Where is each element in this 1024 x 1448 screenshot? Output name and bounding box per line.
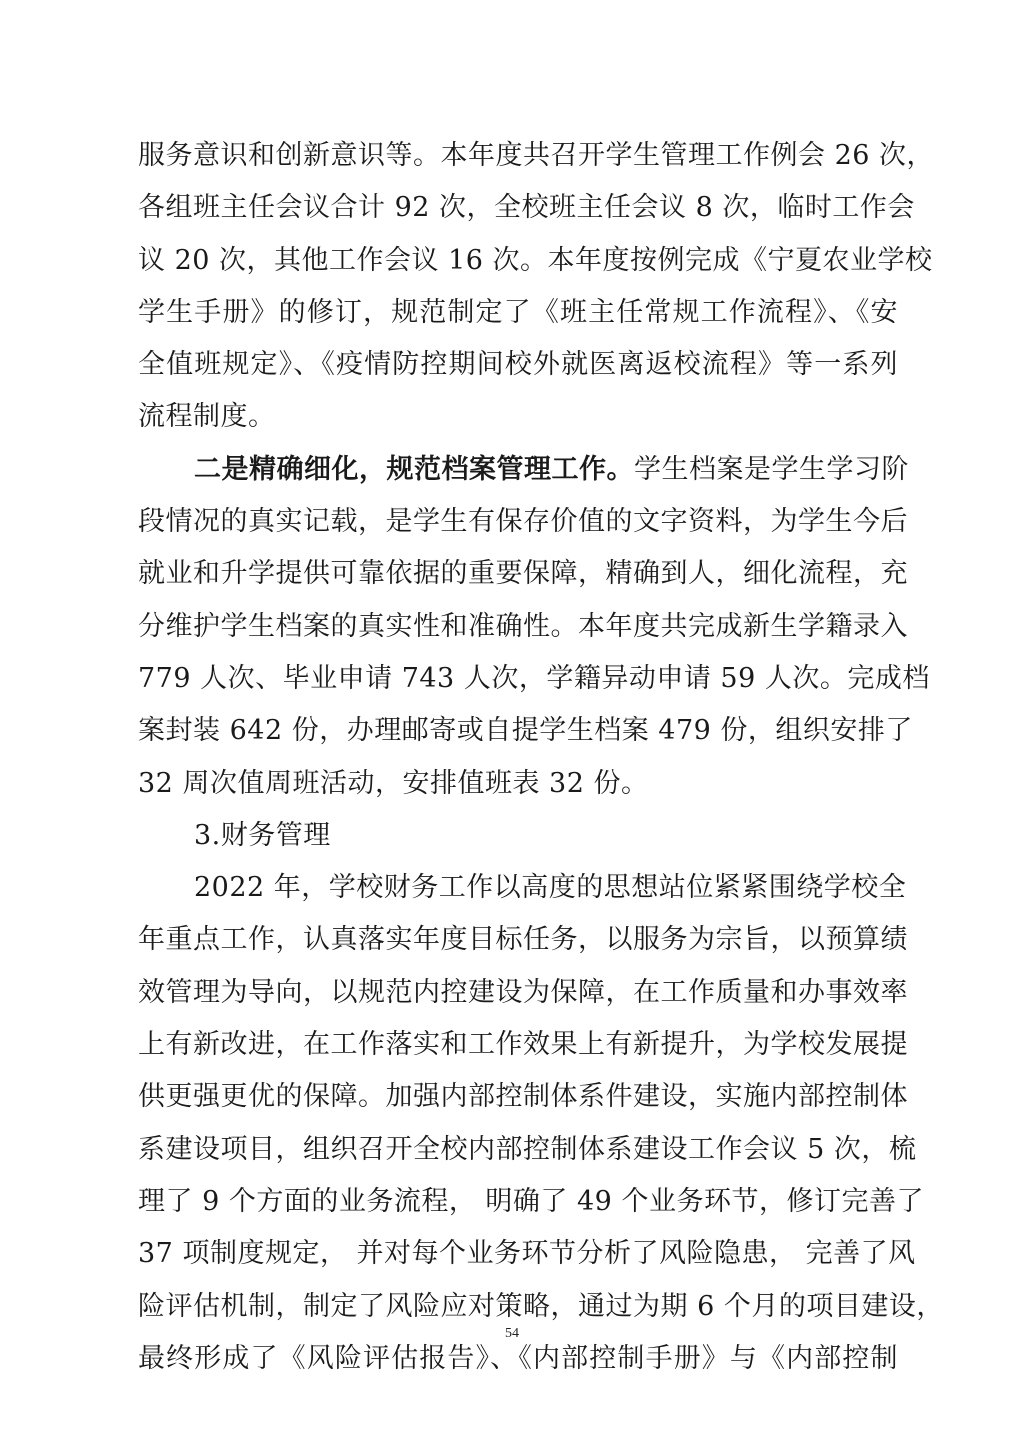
text-line: 流程制度。 [138, 401, 276, 433]
paragraph-first-line: 2022 年，学校财务工作以高度的思想站位紧紧围绕学校全 [194, 872, 907, 904]
text-line: 最终形成了《风险评估报告》、《内部控制手册》与《内部控制 [138, 1342, 898, 1374]
text-line: 37 项制度规定， 并对每个业务环节分析了风险隐患， 完善了风 [138, 1238, 916, 1270]
text-line: 全值班规定》、《疫情防控期间校外就医离返校流程》等一系列 [138, 349, 898, 381]
text-line: 效管理为导向，以规范内控建设为保障，在工作质量和办事效率 [138, 976, 908, 1008]
paragraph-first-line [138, 444, 909, 496]
section-heading: 3.财务管理 [194, 819, 331, 851]
text-line: 各组班主任会议合计 92 次，全校班主任会议 8 次，临时工作会 [138, 192, 915, 224]
text-line: 理了 9 个方面的业务流程， 明确了 49 个业务环节，修订完善了 [138, 1185, 924, 1217]
text-line: 系建设项目，组织召开全校内部控制体系建设工作会议 5 次，梳 [138, 1133, 917, 1165]
text-line: 学生手册》的修订，规范制定了《班主任常规工作流程》、《安 [138, 296, 898, 328]
text-line: 险评估机制，制定了风险应对策略，通过为期 6 个月的项目建设， [138, 1290, 944, 1322]
text-line: 32 周次值周班活动，安排值班表 32 份。 [138, 767, 649, 799]
text-line: 779 人次、毕业申请 743 人次，学籍异动申请 59 人次。完成档 [138, 662, 930, 694]
text-line: 案封装 642 份，办理邮寄或自提学生档案 479 份，组织安排了 [138, 715, 913, 747]
text-line: 服务意识和创新意识等。本年度共召开学生管理工作例会 26 次， [138, 140, 935, 171]
paragraph-heading: 二是精确细化，规范档案管理工作。 [194, 453, 634, 485]
text-line: 分维护学生档案的真实性和准确性。本年度共完成新生学籍录入 [138, 610, 908, 642]
paragraph-text: 学生档案是学生学习阶 [634, 453, 909, 485]
text-line: 年重点工作，认真落实年度目标任务，以服务为宗旨，以预算绩 [138, 924, 908, 956]
text-line: 段情况的真实记载，是学生有保存价值的文字资料，为学生今后 [138, 506, 908, 538]
text-line: 议 20 次，其他工作会议 16 次。本年度按例完成《宁夏农业学校 [138, 244, 933, 276]
document-body [138, 130, 944, 1385]
text-line: 就业和升学提供可靠依据的重要保障，精确到人，细化流程，充 [138, 558, 908, 590]
text-line: 供更强更优的保障。加强内部控制体系件建设，实施内部控制体 [138, 1081, 908, 1113]
page-number: 54 [505, 1326, 519, 1341]
text-line: 上有新改进，在工作落实和工作效果上有新提升，为学校发展提 [138, 1029, 908, 1061]
